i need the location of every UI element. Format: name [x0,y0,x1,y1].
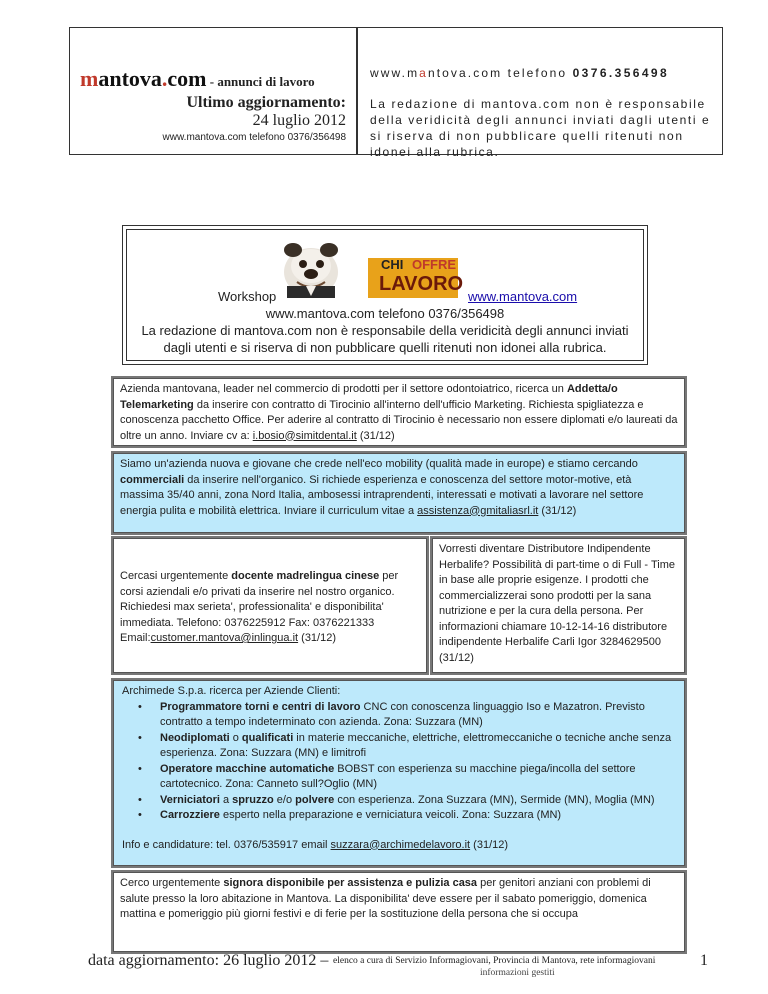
list-item: • Carrozziere esperto nella preparazione e verniciatura veicoli. Zona: Suzzara (MN) [160,808,678,824]
footer-credit: elenco a cura di Servizio Informagiovani, Provincia di Mantova, rete informagiovani [333,956,656,966]
footer-update-date: data aggiornamento: 26 luglio 2012 – [88,952,329,969]
svg-text:OFFRE: OFFRE [412,257,457,272]
footer-credit-cut: informazioni gestiti [480,968,555,978]
ad-email-link[interactable]: i.bosio@simitdental.it [252,429,357,442]
banner-disclaimer: La redazione di mantova.com non è responsabile della veridicità degli annunci inviati dagli utenti e si riserva di non pubblicare quelli ritenuti non idonei alla rubrica. [141,323,629,355]
ad-docente-cinese: Cercasi urgentemente docente madrelingua cinese per corsi aziendali e/o privati da inserire nel nostro organico. Richiedesi max serieta', professionalita' e disponibilita' immediata. Telefono: 0376225912 Fax: 0376221333 Email:customer.mantova@inlingua.it (31/12) [113,538,427,673]
update-label: Ultimo aggiornamento: [186,94,346,111]
ad-email-link[interactable]: assistenza@gmitaliasrl.it [417,504,539,517]
update-date: 24 luglio 2012 [252,112,346,129]
page-number: 1 [700,952,708,969]
svg-text:CHI: CHI [381,257,404,272]
ad-telemarketing: Azienda mantovana, leader nel commercio di prodotti per il settore odontoiatrico, ricerca un Addetta/o Telemarketing da inserire con contratto di Tirocinio all'interno dell'ufficio Marketing. Richiesta spigliatezza e conoscenza pacchetto Office. Per aderire al contratto di Tirocinio è necessario non essere diplomati e/o laureati da oltre un anno. Inviare cv a: i.bosio@simitdental.it (31/12) [113,378,685,446]
banner-site-link[interactable]: www.mantova.com [468,289,578,304]
chi-offre-lavoro-logo [273,236,469,298]
ad-archimede-info: Info e candidature: tel. 0376/535917 email suzzara@archimedelavoro.it (31/12) [122,838,509,851]
workshop-label: Workshop [218,289,277,304]
ad-assistenza-casa: Cerco urgentemente signora disponibile per assistenza e pulizia casa per genitori anziani con problemi di salute presso la loro abitazione in Mantova. La disponibilita' deve essere per il sabato pomeriggio, domenica mattina e pomeriggio più giorni festivi e di ferie per la sostituzione della persona che si occupa [113,872,685,952]
list-item: • Programmatore torni e centri di lavoro CNC con conoscenza linguaggio Iso e Mazatron. Previsto contratto a tempo indeterminato con azienda. Zona: Suzzara (MN) [160,700,678,731]
list-item: • Operatore macchine automatiche BOBST con esperienza su macchine piega/incolla del settore cartotecnico. Zona: Canneto sull?Oglio (MN) [160,762,678,793]
ad-archimede-list [122,700,678,824]
svg-text:LAVORO: LAVORO [379,273,464,295]
ad-eco-mobility: Siamo un'azienda nuova e giovane che crede nell'eco mobility (qualità made in europe) e stiamo cercando commerciali da inserire nell'organico. Si richiede esperienza e conoscenza del settore motor-motive, età massima 35/40 anni, zona Nord Italia, ambosessi intraprendenti, interessati e motivati a lavorare nel settore energia pulita e mobilità elettrica. Inviare il curriculum vitae a assistenza@gmitaliasrl.it (31/12) [113,453,685,533]
bulldog-icon [284,243,338,298]
ad-herbalife: Vorresti diventare Distributore Indipendente Herbalife? Possibilità di part-time o di Full - Time in base alle proprie esigenze. I prodotti che commercializzerai sono prodotti per la sana nutrizione e per la cura della persona. Per informazioni chiamare 10-12-14-16 distributore indipendente Herbalife Carli Igor 3284629500 (31/12) [432,538,685,673]
brand-title: mantova.com - annunci di lavoro [80,66,315,91]
header-right-box [357,27,723,159]
list-item: • Verniciatori a spruzzo e/o polvere con esperienza. Zona Suzzara (MN), Sermide (MN), Moglia (MN) [160,793,678,809]
header-site-phone: www.mantova.com telefono 0376.356498 [370,66,670,80]
ad-archimede [113,680,685,866]
header-phone-small: www.mantova.com telefono 0376/356498 [162,132,346,143]
header-left-box [69,27,357,155]
ad-archimede-intro: Archimede S.p.a. ricerca per Aziende Clienti: [122,685,341,697]
ad-email-link[interactable]: suzzara@archimedelavoro.it [330,838,471,851]
list-item: • Neodiplomati o qualificati in materie meccaniche, elettriche, elettromeccaniche o tecniche anche senza esperienza. Zona: Suzzara (MN) e limitrofi [160,731,678,762]
ad-email-link[interactable]: customer.mantova@inlingua.it [150,632,299,644]
header-disclaimer: La redazione di mantova.com non è responsabile della veridicità degli annunci inviati dagli utenti e si riserva di non pubblicare quelli ritenuti non idonei alla rubrica. [370,97,711,159]
banner-phone: www.mantova.com telefono 0376/356498 [265,306,505,321]
